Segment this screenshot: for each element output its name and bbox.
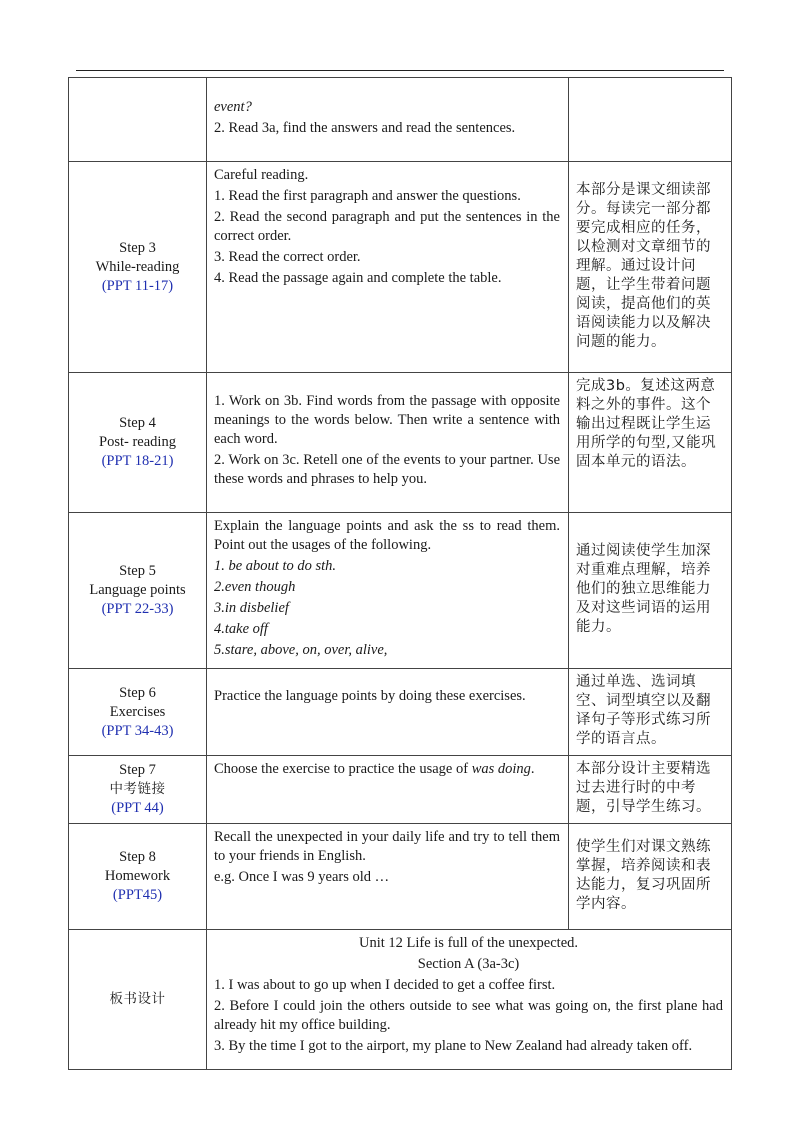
content-cell xyxy=(207,78,569,162)
table-row-step-8 xyxy=(69,824,732,930)
content-cell xyxy=(207,162,569,373)
board-line: 1. I was about to go up when I decided to get a coffee first. xyxy=(214,977,556,993)
board-design-label: 板书设计 xyxy=(69,930,207,1070)
notes-cell: 通过阅读使学生加深对重难点理解，培养他们的独立思维能力及对这些词语的运用能力。 xyxy=(569,513,732,669)
step-phase: While-reading xyxy=(95,258,180,275)
step-cell xyxy=(69,669,207,756)
step-number: Step 5 xyxy=(119,563,156,579)
step-number: Step 6 xyxy=(119,684,156,701)
table-row-step-4 xyxy=(69,373,732,513)
content-line: e.g. Once I was 9 years old … xyxy=(214,869,390,885)
content-cell xyxy=(207,756,569,824)
content-line: Explain the language points and ask the ss to read them. Point out the usages of the following. xyxy=(214,518,560,553)
board-line: 2. Before I could join the others outside to see what was going on, the first plane had already hit my office building. xyxy=(214,998,723,1033)
content-text: . xyxy=(530,761,535,777)
step-cell xyxy=(69,373,207,513)
step-number: Step 7 xyxy=(119,762,156,778)
ppt-reference: (PPT 34-43) xyxy=(101,722,174,739)
content-line: 1. Work on 3b. Find words from the passage with opposite meanings to the words below. Then write a sentence with each word. xyxy=(214,393,560,447)
header-rule xyxy=(76,70,724,71)
language-point: 2.even though xyxy=(214,579,296,595)
notes-cell: 使学生们对课文熟练掌握，培养阅读和表达能力，复习巩固所学内容。 xyxy=(569,824,732,930)
content-cell xyxy=(207,513,569,669)
content-line: 2. Work on 3c. Retell one of the events to your partner. Use these words and phrases to help you. xyxy=(214,452,560,487)
language-point: 1. be about to do sth. xyxy=(214,558,337,574)
content-cell xyxy=(207,824,569,930)
step-number: Step 8 xyxy=(119,849,156,865)
content-emphasis: was doing xyxy=(471,761,531,777)
lesson-plan-table xyxy=(68,77,732,1070)
notes-cell-empty xyxy=(569,78,732,162)
board-section: Section A (3a-3c) xyxy=(417,956,520,972)
content-line: 2. Read 3a, find the answers and read the sentences. xyxy=(214,119,516,136)
step-cell xyxy=(69,162,207,373)
step-phase: Exercises xyxy=(109,703,166,720)
content-line: 3. Read the correct order. xyxy=(214,249,361,265)
step-cell xyxy=(69,513,207,669)
step-phase: Homework xyxy=(104,868,171,884)
content-cell xyxy=(207,373,569,513)
step-number: Step 3 xyxy=(119,239,156,256)
table-row-step-7 xyxy=(69,756,732,824)
ppt-reference: (PPT 44) xyxy=(111,800,164,816)
table-row-step-6 xyxy=(69,669,732,756)
table-row-step-5 xyxy=(69,513,732,669)
table-row-continuation xyxy=(69,78,732,162)
ppt-reference: (PPT45) xyxy=(112,887,163,903)
ppt-reference: (PPT 22-33) xyxy=(101,601,174,617)
ppt-reference: (PPT 18-21) xyxy=(101,453,174,469)
language-point: 3.in disbelief xyxy=(214,600,289,616)
language-point: 5.stare, above, on, over, alive, xyxy=(214,642,388,658)
step-phase: 中考链接 xyxy=(109,781,166,797)
step-cell-empty xyxy=(69,78,207,162)
content-line: Recall the unexpected in your daily life and try to tell them to your friends in English. xyxy=(214,829,560,864)
content-line: Practice the language points by doing these exercises. xyxy=(214,688,526,704)
board-line: 3. By the time I got to the airport, my plane to New Zealand had already taken off. xyxy=(214,1038,693,1054)
notes-cell: 通过单选、选词填空、词型填空以及翻译句子等形式练习所学的语言点。 xyxy=(569,669,732,756)
content-line: 2. Read the second paragraph and put the sentences in the correct order. xyxy=(214,209,560,244)
step-cell xyxy=(69,756,207,824)
step-number: Step 4 xyxy=(119,415,156,431)
content-line: event? xyxy=(214,98,252,115)
step-phase: Language points xyxy=(89,582,186,598)
table-row-board-design xyxy=(69,930,732,1070)
board-title: Unit 12 Life is full of the unexpected. xyxy=(358,935,579,951)
board-design-content xyxy=(207,930,732,1070)
content-text: Choose the exercise to practice the usage of xyxy=(214,761,472,777)
ppt-reference: (PPT 11-17) xyxy=(101,277,174,294)
table-row-step-3 xyxy=(69,162,732,373)
content-line: 1. Read the first paragraph and answer the questions. xyxy=(214,188,521,204)
content-cell xyxy=(207,669,569,756)
step-cell xyxy=(69,824,207,930)
content-line xyxy=(214,760,560,779)
step-phase: Post- reading xyxy=(99,434,176,450)
language-point: 4.take off xyxy=(214,621,268,637)
content-line: Careful reading. xyxy=(214,167,309,183)
notes-cell: 本部分是课文细读部分。每读完一部分都要完成相应的任务，以检测对文章细节的理解。通过设计问题，让学生带着问题阅读，提高他们的英语阅读能力以及解决问题的能力。 xyxy=(569,162,732,373)
notes-cell: 本部分设计主要精选过去进行时的中考题，引导学生练习。 xyxy=(569,756,732,824)
content-line: 4. Read the passage again and complete the table. xyxy=(214,270,502,286)
notes-cell: 完成3b。复述这两意料之外的事件。这个输出过程既让学生运用所学的句型,又能巩固本单元的语法。 xyxy=(569,373,732,513)
